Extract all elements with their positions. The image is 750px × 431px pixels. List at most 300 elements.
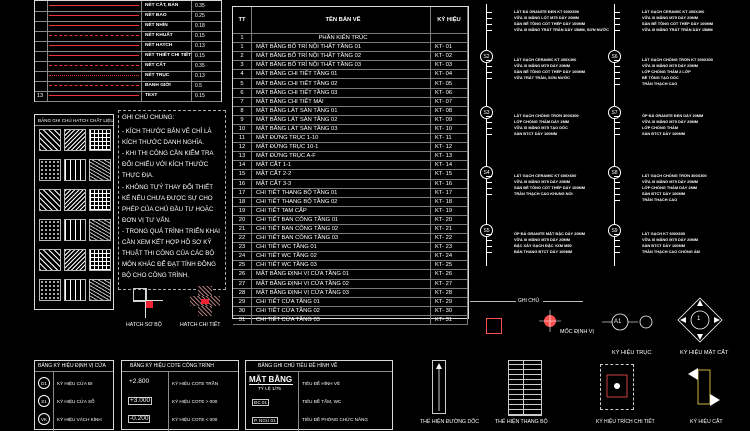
detail-tick [486,234,492,235]
line-sample [49,65,139,66]
row-code: KT- 18 [431,197,468,206]
note-line: KẾ NẾU CHƯA ĐƯỢC SỰ CHO [122,194,213,202]
line-weight: 0.15 [195,93,205,99]
row-code: KT- 26 [431,270,468,279]
row-num: 22 [233,234,252,243]
line-weight: 0.35 [195,3,205,9]
table-row [233,161,468,170]
detail-tick [614,134,620,135]
detail-tick [614,66,620,67]
door-table-title: BẢNG KÝ HIỆU ĐỊNH VỊ CỬA [38,363,106,369]
note-line: ĐƠN VỊ TƯ VẤN. [122,216,171,224]
detail-note-line: TRẦN THẠCH CAO KHUNG NỔI [514,191,573,196]
table-row [233,134,468,143]
title-symbol: P. NGỦ 01 [254,418,276,423]
detail-tick [614,24,620,25]
detail-tag: S7 [608,106,621,119]
row-code: KT- 30 [431,306,468,315]
cote-symbol: +3.000 [130,397,151,404]
table-row [233,179,468,188]
detail-note-line: LÁT GẠCH CERAMIC KT 400X400 [642,9,705,14]
detail-note-line: LÁT GẠCH CHỐNG TRƠN 300X300 [642,173,707,178]
table-row [233,270,468,279]
detail-tick [614,60,620,61]
notes-title: GHI CHÚ CHUNG: [122,114,175,121]
note-line: - TRONG QUÁ TRÌNH TRIỂN KHAI [122,227,220,235]
table-row [233,43,468,52]
door-symbol-icon: D1 [38,377,50,389]
line-sample [49,35,139,36]
detail-note-line: BẬC XÂY GẠCH ĐẶC VXM M50 [514,243,572,248]
slope-label: THỂ HIỆN ĐƯỜNG DỐC [420,419,480,425]
row-name: CHI TIẾT BAN CÔNG TẦNG 03 [252,234,431,243]
table-row [233,52,468,61]
detail-tick [614,182,620,183]
row-code: KT- 20 [431,215,468,224]
row-code: KT- 24 [431,252,468,261]
line-sample [49,25,139,26]
table-row [233,279,468,288]
cote-symbol-label: KÝ HIỆU COTE TRẦN [172,381,219,386]
stair-icon [508,360,542,416]
detail-tick [486,134,492,135]
line-sample [49,45,139,46]
table-row [233,197,468,206]
hatch-swatch [64,129,86,151]
row-name: CHI TIẾT WC TẦNG 01 [252,243,431,252]
axis-symbol-icon [600,310,660,334]
table-row [233,88,468,97]
axis-symbol-text: A1 [614,319,622,325]
detail-tick [614,176,620,177]
note-line: KÍCH THƯỚC DANH NGHĨA. [122,139,204,147]
detail-tick [486,122,492,123]
detail-tick [614,84,620,85]
detail-tick [486,194,492,195]
row-num: 5 [233,79,252,88]
line-weight: 0.5 [195,83,202,89]
col-header-stt: TT [233,7,252,34]
title-legend-table [245,360,393,430]
door-legend-table [34,360,114,430]
row-name: MẶT BẰNG CHI TIẾT TẦNG 03 [252,88,431,97]
row-code: KT- 19 [431,206,468,215]
detail-note-line: VỮA TRÁT TRẦN, SƠN NƯỚC [514,75,570,80]
cote-symbol: +2.800 [129,378,150,385]
hatch-legend-table [34,114,114,310]
section-row [233,34,468,43]
general-notes-box [118,110,226,290]
row-name: MẶT ĐỨNG TRỤC 1-10 [252,134,431,143]
door-symbol-icon: VK [38,413,50,425]
door-symbol-icon: S1 [38,395,50,407]
detail-note-line: LỚP CHỐNG THẤM 2 LỚP [642,69,691,74]
row-num: 20 [233,215,252,224]
section-num: 1 [233,34,252,43]
line-weight: 0.18 [195,23,205,29]
detail-tick [486,252,492,253]
detail-note-line: VỮA XI MĂNG M75 DÀY 20MM [642,119,698,124]
row-code: KT- 29 [431,297,468,306]
detail-tick [614,18,620,19]
row-name: CHI TIẾT BAN CÔNG TẦNG 02 [252,224,431,233]
hatch-sample-rough [133,288,163,318]
table-row [233,215,468,224]
detail-tick [486,60,492,61]
hatch-swatch [64,279,86,301]
row-code: KT- 22 [431,234,468,243]
detail-note-line: SÀN BÊ TÔNG CỐT THÉP DÀY 100MM [514,69,585,74]
detail-note-line: SÀN BTCT DÀY 100MM [642,131,685,136]
line-sample [49,15,139,16]
detail-note-line: LÁT GẠCH CERAMIC KT 600X600 [514,173,577,178]
note-line: - KHI THI CÔNG CẦN KIỂM TRA [122,150,214,158]
detail-tick [486,246,492,247]
row-name: MẶT BẰNG BỐ TRÍ NỘI THẤT TẦNG 03 [252,61,431,70]
table-row [233,224,468,233]
detail-note-line: VỮA XI MĂNG M75 DÀY 20MM [642,179,698,184]
line-name: NÉT TRỤC [145,73,170,78]
hatch-swatch [39,189,61,211]
detail-note-line: VỮA XI MĂNG M75 DÀY 20MM [514,63,570,68]
row-name: CHI TIẾT WC TẦNG 03 [252,261,431,270]
table-row [233,170,468,179]
row-code: KT- 10 [431,124,468,133]
hatch-swatch [64,159,86,181]
detail-note-line: LÁT ĐÁ GRANITE ĐEN KT 600X600 [514,9,580,14]
detail-tag: S6 [608,50,621,63]
row-code: KT- 02 [431,52,468,61]
note-line: PHÉP CỦA CHỦ ĐẦU TƯ HOẶC [122,205,214,213]
title-symbol-label: TIÊU ĐỀ TẤM, WC [302,399,342,404]
line-sample [49,55,139,56]
hatch-swatch [39,249,61,271]
table-row [233,288,468,297]
detail-tick [486,66,492,67]
line-weight: 0.25 [195,13,205,19]
hatch-swatch [89,159,111,181]
cote-symbol-label: KÝ HIỆU COTE > 000 [172,399,218,404]
detail-note-line: LÁT GẠCH CHỐNG TRƠN KT 300X300 [642,57,713,62]
row-code: KT- 11 [431,134,468,143]
detail-note-line: BÊ TÔNG TẠO DỐC [642,75,679,80]
row-code: KT- 03 [431,61,468,70]
detail-tick [486,30,492,31]
col-header-code: KÝ HIỆU [431,7,468,34]
cut-symbol-label: KÝ HIỆU CẮT [690,419,723,425]
hatch-sample-detail [190,286,220,316]
row-num: 19 [233,206,252,215]
row-code: KT- 05 [431,79,468,88]
hatch-swatch [39,219,61,241]
line-name: NÉT KHUẤT [145,33,173,38]
line-weight: 0.35 [195,63,205,69]
row-code: KT- 23 [431,243,468,252]
line-name: NÉT CẮT, BẢN [145,3,179,8]
row-num: 15 [233,170,252,179]
row-num: 12 [233,143,252,152]
row-num: 28 [233,288,252,297]
hatch-swatch [39,129,61,151]
col-header-name: TÊN BẢN VẼ [252,7,431,34]
section-mark-label: KÝ HIỆU MẶT CẮT [680,350,729,356]
table-row [233,261,468,270]
line-name: NÉT CẤT [145,63,166,68]
row-num: 2 [233,52,252,61]
door-symbol-label: KÝ HIỆU CỬA ĐI [57,381,93,386]
row-num: 29 [233,297,252,306]
note-line: MÔN KHÁC ĐỂ ĐẠT TÍNH ĐỒNG [122,261,216,269]
detail-note-line: SÀN BÊ TÔNG CỐT THÉP DÀY 100MM [514,21,585,26]
line-name: NÉT HATCH [145,43,173,48]
detail-note-line: VỮA XI MĂNG M75 DÀY 20MM [514,237,570,242]
hatch-swatch [64,189,86,211]
title-symbol: ĐC 01 [254,400,268,405]
row-code: KT- 16 [431,179,468,188]
detail-note-line: SÀN BTCT DÀY 100MM [514,131,557,136]
hatch-swatch [89,219,111,241]
line-weight: 0.15 [195,33,205,39]
row-code: KT- 15 [431,170,468,179]
detail-tick [486,176,492,177]
row-num: 25 [233,261,252,270]
hatch-swatch [89,189,111,211]
detail-tick [486,18,492,19]
detail-tag: S8 [608,166,621,179]
detail-callout-icon [600,364,634,410]
detail-note-line: TRẦN THẠCH CAO [642,197,678,202]
table-row [233,79,468,88]
note-line: THUẬT THI CÔNG CỦA CÁC BỘ [122,250,215,258]
detail-note-line: LỚP CHỐNG THẤM DÀY 2MM [514,119,570,124]
detail-tick [614,246,620,247]
section-mark-text: 1 [697,316,701,322]
row-name: MẶT BẰNG LÁT SÀN TẦNG 01 [252,106,431,115]
table-header-row [233,7,468,34]
row-num: 30 [233,306,252,315]
detail-tick [614,234,620,235]
detail-tick [614,240,620,241]
detail-note-line: VỮA XI MĂNG M75 TẠO DỐC [514,125,568,130]
row-num: 6 [233,88,252,97]
hatch-swatch [64,219,86,241]
detail-tag: S5 [480,224,493,237]
line-name: TEXT [145,93,158,98]
row-code: KT- 14 [431,161,468,170]
stair-label: THỂ HIỆN THANG BỘ [495,419,548,425]
hatch-label-chi-tiet: HATCH CHI TIẾT [180,322,221,328]
detail-note-line: LỚP CHỐNG THẤM [642,125,679,130]
detail-tick [614,30,620,31]
row-name: MẶT BẰNG CHI TIẾT MÁI [252,97,431,106]
row-num: 8 [233,106,252,115]
detail-note-line: VỮA XI MĂNG TRÁT TRẦN DÀY 15MM, SƠN NƯỚC [514,27,609,32]
detail-note-line: ỐP ĐÁ GRANITE ĐEN DÀY 20MM [642,113,704,118]
cote-table-title: BẢNG KÝ HIỆU COTE CÔNG TRÌNH [130,363,214,369]
row-num: 26 [233,270,252,279]
row-code: KT- 06 [431,88,468,97]
row-name: CHI TIẾT TAM CẤP [252,206,431,215]
row-name: MẶT BẰNG LÁT SÀN TẦNG 02 [252,115,431,124]
row-num: 13 [233,152,252,161]
row-code: KT- 31 [431,315,468,324]
table-row [233,234,468,243]
row-num: 9 [233,115,252,124]
table-row [233,61,468,70]
ghi-chu-label: GHI CHÚ [518,298,540,304]
hatch-swatch [64,249,86,271]
table-row [233,106,468,115]
line-name: NÉT BAO [145,13,167,18]
row-code: KT- 17 [431,188,468,197]
hatch-swatch [39,279,61,301]
row-name: MẶT ĐỨNG TRỤC 10-1 [252,143,431,152]
detail-tick [486,128,492,129]
detail-tick [486,72,492,73]
row-num: 14 [233,161,252,170]
row-num: 10 [233,124,252,133]
row-code: KT- 09 [431,115,468,124]
note-line: CẦN XEM KẾT HỢP HỒ SƠ KỸ [122,239,212,246]
detail-note-line: TRẦN THẠCH CAO CHỐNG ẨM [642,249,700,254]
note-line: - KHÔNG TỰÝ THAY ĐỔI THIẾT [122,183,214,191]
line-legend-row [35,91,221,102]
cote-legend-table [121,360,239,430]
detail-tick [486,24,492,25]
detail-tick [486,116,492,117]
row-name: CHI TIẾT THANG BỘ TẦNG 02 [252,197,431,206]
row-num: 11 [233,134,252,143]
row-code: KT- 08 [431,106,468,115]
row-code: KT- 25 [431,261,468,270]
table-row [233,206,468,215]
detail-note-line: LÁT GẠCH CHỐNG TRƠN 300X300 [514,113,579,118]
row-name: MẶT BẰNG ĐỊNH VỊ CỬA TẦNG 02 [252,279,431,288]
table-row [233,115,468,124]
detail-note-line: SÀN BÊ TÔNG CỐT THÉP DÀY 100MM [642,21,713,26]
row-name: MẶT CẮT 2-2 [252,170,431,179]
row-name: MẶT BẰNG CHI TIẾT TẦNG 02 [252,79,431,88]
cut-symbol-icon [684,364,724,410]
detail-tick [614,128,620,129]
line-name: NÉT NHÌN [145,23,168,28]
section-title: PHẦN KIẾN TRÚC [252,34,431,43]
line-weight: 0.13 [195,73,205,79]
row-name: MẶT BẰNG ĐỊNH VỊ CỬA TẦNG 01 [252,270,431,279]
row-name: MẶT BẰNG BỐ TRÍ NỘI THẤT TẦNG 01 [252,43,431,52]
table-row [233,97,468,106]
detail-callout-label: KÝ HIỆU TRÍCH CHI TIẾT [596,419,655,425]
row-num: 23 [233,243,252,252]
row-name: CHI TIẾT BAN CÔNG TẦNG 01 [252,215,431,224]
door-symbol-label: KÝ HIỆU CỬA SỔ [57,399,95,404]
row-code: KT- 07 [431,97,468,106]
table-row [233,124,468,133]
hatch-label-so-bo: HATCH SƠ BỘ [126,322,162,328]
detail-note-line: SÀN BTCT DÀY 100MM [642,191,685,196]
table-row [233,315,468,324]
hatch-swatch [89,249,111,271]
detail-note-line: TRẦN THẠCH CAO [642,81,678,86]
row-name: MẶT ĐỨNG TRỤC A-F [252,152,431,161]
moc-dinh-vi-icon [539,310,561,332]
detail-note-line: SÀN BTCT DÀY 100MM [642,243,685,248]
detail-tick [486,78,492,79]
detail-tick [486,240,492,241]
row-num: 1 [233,43,252,52]
drawing-list-table [232,6,469,323]
line-num: 13 [37,93,44,99]
table-row [233,243,468,252]
row-name: CHI TIẾT THANG BỘ TẦNG 01 [252,188,431,197]
row-code: KT- 27 [431,279,468,288]
row-num: 24 [233,252,252,261]
row-code: KT- 12 [431,143,468,152]
line-sample [49,95,139,96]
cote-symbol-label: KÝ HIỆU COTE < 000 [172,417,218,422]
table-row [233,152,468,161]
row-name: CHI TIẾT WC TẦNG 02 [252,252,431,261]
line-weight: 0.13 [195,43,205,49]
detail-tick [614,200,620,201]
row-code: KT- 21 [431,224,468,233]
row-code: KT- 28 [431,288,468,297]
detail-tick [486,12,492,13]
detail-note-line: ỐP ĐÁ GRANITE MẶT BẬC DÀY 20MM [514,231,585,236]
table-row [233,297,468,306]
row-code: KT- 01 [431,43,468,52]
row-num: 3 [233,61,252,70]
line-sample [49,5,139,6]
detail-tick [614,122,620,123]
slope-icon [432,360,446,414]
row-num: 4 [233,70,252,79]
detail-note-line: SÀN BÊ TÔNG CỐT THÉP DÀY 100MM [514,185,585,190]
detail-tick [614,72,620,73]
table-row [233,70,468,79]
detail-note-line: VỮA XI MĂNG M75 DÀY 20MM [642,63,698,68]
detail-tag: S4 [480,166,493,179]
line-name: BANH GIỚI [145,83,171,88]
detail-tick [614,252,620,253]
row-name: MẶT CẮT 3-3 [252,179,431,188]
detail-note-line: BẢN THANG BTCT DÀY 100MM [514,249,573,254]
detail-tick [614,188,620,189]
line-sample [49,85,139,86]
detail-note-line: VỮA XI MĂNG M75 DÀY 20MM [642,15,698,20]
row-name: CHI TIẾT CỬA TẦNG 02 [252,306,431,315]
line-legend-table [34,0,222,102]
door-symbol-label: KÝ HIỆU VÁCH KÍNH [57,417,102,422]
title-plan: MẶT BẰNG [249,375,293,384]
row-code: KT- 13 [431,152,468,161]
title-scale: TỶ LỆ 1/75 [258,386,281,391]
line-sample [49,75,139,76]
hatch-legend-title: BẢNG GHI CHÚ HATCH CHẤT LIỆU [38,118,114,123]
row-num: 18 [233,197,252,206]
title-symbol-label: TIÊU ĐỀ PHÒNG CHỨC NĂNG [302,417,368,422]
note-line: - KÍCH THƯỚC BẢN VẼ CHỈ LÀ [122,128,212,135]
row-num: 7 [233,97,252,106]
line-name: NÉT THIẾT CHI TIẾT [145,53,192,58]
detail-note-line: VỮA XI MĂNG TRÁT TRẦN DÀY 15MM [642,27,713,32]
row-name: MẶT BẰNG LÁT SÀN TẦNG 03 [252,124,431,133]
table-row [233,143,468,152]
detail-tag: S9 [608,224,621,237]
axis-symbol-label: KÝ HIỆU TRỤC [612,350,652,356]
detail-tick [614,116,620,117]
table-row [233,252,468,261]
